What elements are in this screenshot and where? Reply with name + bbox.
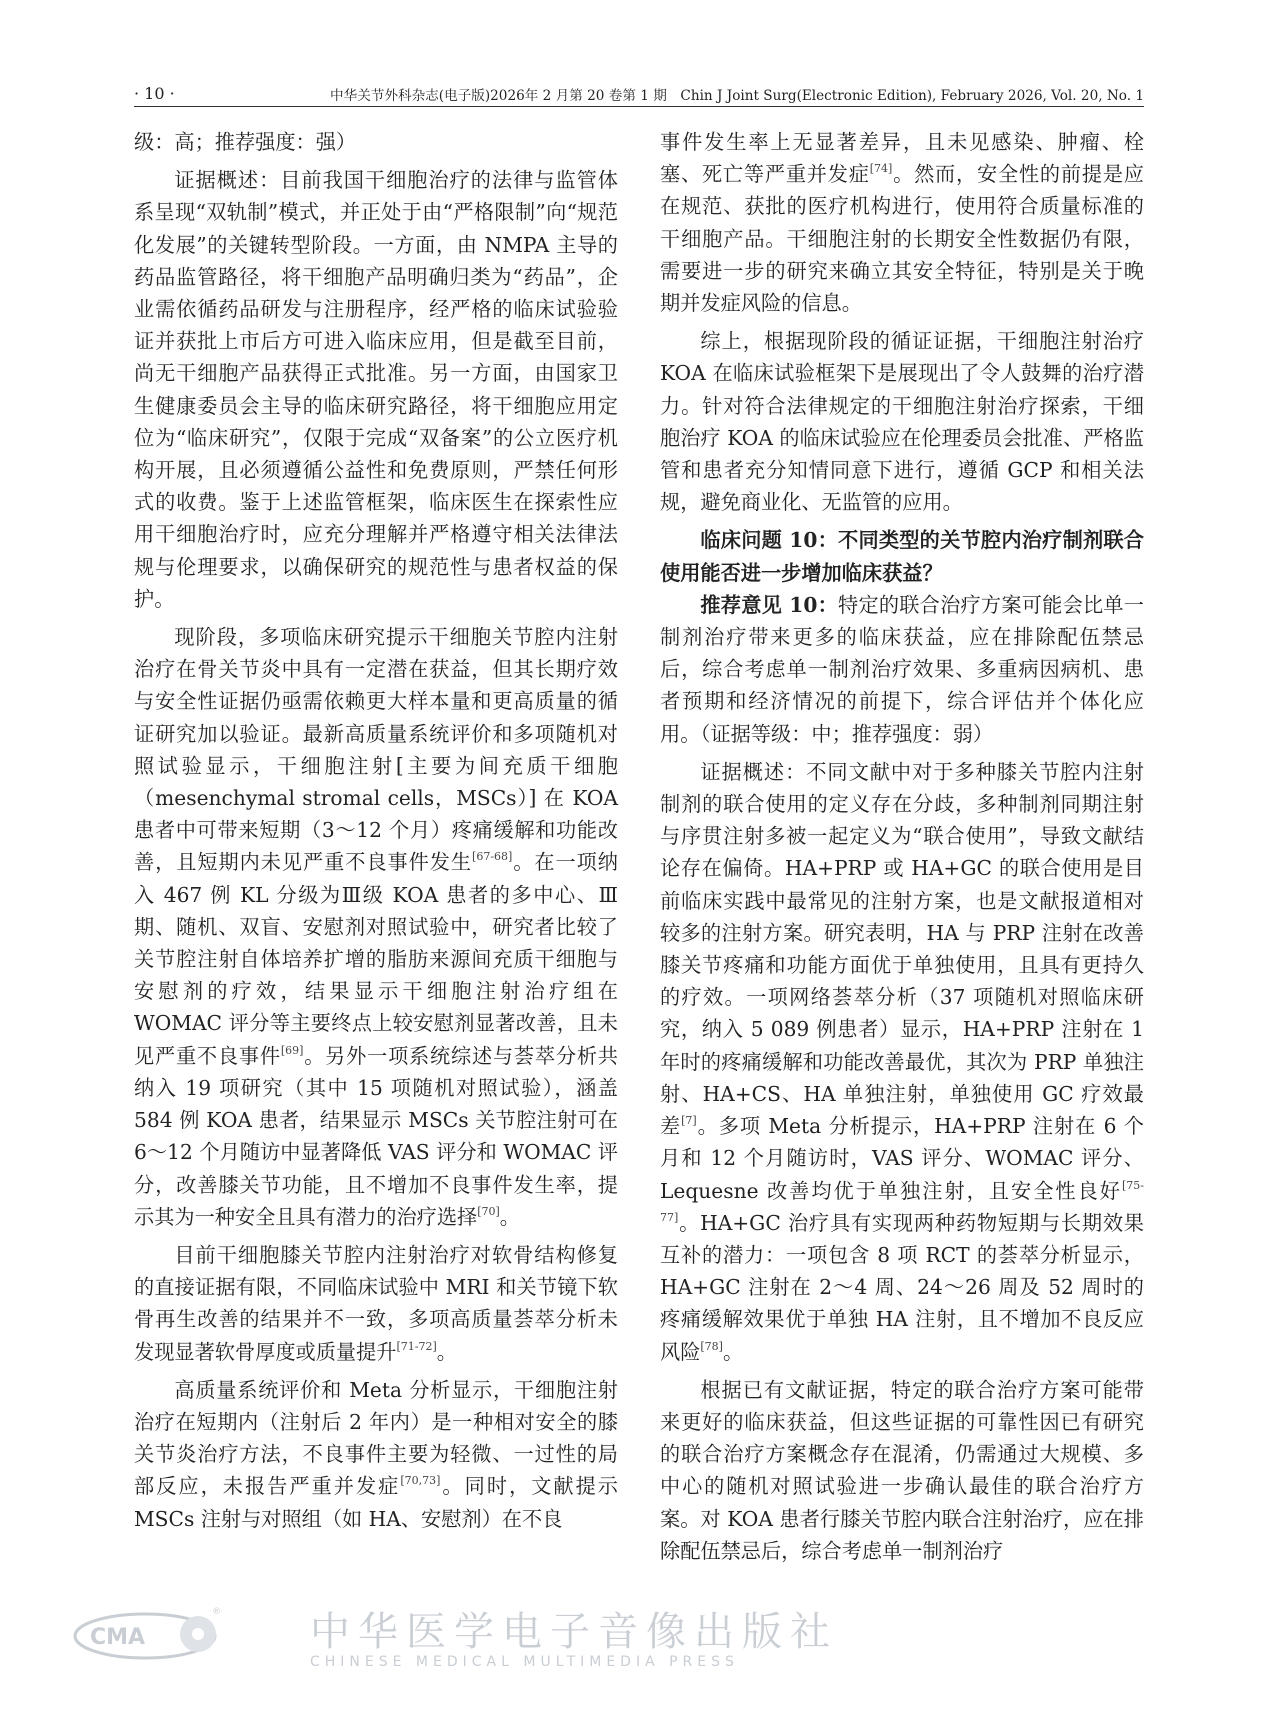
paragraph: 根据已有文献证据，特定的联合治疗方案可能带来更好的临床获益，但这些证据的可靠性因已有研究的联合治疗方案概念存在混淆，仍需通过大规模、多中心的随机对照试验进一步确认最佳的联合治疗方案。对 KOA 患者行膝关节腔内联合注射治疗，应在排除配伍禁忌后，综合考虑单一制剂治疗 bbox=[660, 1377, 1144, 1563]
svg-text:CMA: CMA bbox=[90, 1625, 146, 1650]
recommendation: 推荐意见 10：特定的联合治疗方案可能会比单一制剂治疗带来更多的临床获益，应在排除配伍禁忌后，综合考虑单一制剂治疗效果、多重病因病机、患者预期和经济情况的前提下，综合评估并个体化应用。（证据等级：中；推荐强度：弱） bbox=[660, 592, 1144, 746]
header-rule bbox=[134, 106, 1144, 107]
paragraph: 目前干细胞膝关节腔内注射治疗对软骨结构修复的直接证据有限，不同临床试验中 MRI 和关节镜下软骨再生改善的结果并不一致，多项高质量荟萃分析未发现显著软骨厚度或质量提升[71-72]。 bbox=[134, 1242, 618, 1364]
citation[interactable]: [7] bbox=[681, 1114, 697, 1128]
recommendation-label: 推荐意见 10： bbox=[700, 592, 839, 617]
paragraph: 事件发生率上无显著差异，且未见感染、肿瘤、栓塞、死亡等严重并发症[74]。然而，安全性的前提是应在规范、获批的医疗机构进行，使用符合质量标准的干细胞产品。干细胞注射的长期安全性数据仍有限，需要进一步的研究来确立其安全特征，特别是关于晚期并发症风险的信息。 bbox=[660, 130, 1144, 316]
page-number: · 10 · bbox=[134, 84, 175, 103]
citation[interactable]: [70,73] bbox=[400, 1474, 441, 1488]
journal-citation: 中华关节外科杂志(电子版)2026年 2 月第 20 卷第 1 期 Chin J Joint Surg(Electronic Edition), February 2026, Vol. 20, No. 1 bbox=[330, 88, 1144, 104]
citation[interactable]: [70] bbox=[477, 1204, 500, 1218]
paragraph: 证据概述：目前我国干细胞治疗的法律与监管体系呈现“双轨制”模式，并正处于由“严格限制”向“规范化发展”的关键转型阶段。一方面，由 NMPA 主导的药品监管路径，将干细胞产品明确归类为“药品”，企业需依循药品研发与注册程序，经严格的临床试验验证并获批上市后方可进入临床应用，但是截至目前，尚无干细胞产品获得正式批准。另一方面，由国家卫生健康委员会主导的临床研究路径，将干细胞应用定位为“临床研究”，仅限于完成“双备案”的公立医疗机构开展，且必须遵循公益性和免费原则，严禁任何形式的收费。鉴于上述监管框架，临床医生在探索性应用干细胞治疗时，应充分理解并严格遵守相关法律法规与伦理要求，以确保研究的规范性与患者权益的保护。 bbox=[134, 168, 618, 611]
clinical-question-heading: 临床问题 10：不同类型的关节腔内治疗制剂联合使用能否进一步增加临床获益？ bbox=[660, 528, 1144, 585]
citation[interactable]: [75-77] bbox=[660, 1178, 1144, 1224]
citation[interactable]: [69] bbox=[280, 1043, 304, 1057]
publisher-name-cn: 中华医学电子音像出版社 bbox=[310, 1609, 838, 1655]
left-column bbox=[134, 126, 618, 1535]
running-header bbox=[134, 82, 1144, 108]
citation[interactable]: [78] bbox=[700, 1339, 723, 1353]
citation[interactable]: [67-68] bbox=[472, 850, 513, 864]
cma-logo-icon bbox=[70, 1604, 220, 1664]
svg-text:®: ® bbox=[212, 1607, 221, 1617]
paragraph: 综上，根据现阶段的循证证据，干细胞注射治疗 KOA 在临床试验框架下是展现出了令人鼓舞的治疗潜力。针对符合法律规定的干细胞注射治疗探索，干细胞治疗 KOA 的临床试验应在伦理委员会批准、严格监管和患者充分知情同意下进行，遵循 GCP 和相关法规，避免商业化、无监管的应用。 bbox=[660, 329, 1144, 515]
citation[interactable]: [71-72] bbox=[396, 1339, 437, 1353]
publisher-watermark bbox=[70, 1600, 838, 1690]
citation[interactable]: [74] bbox=[869, 162, 893, 176]
right-column bbox=[660, 126, 1144, 1567]
paragraph: 证据概述：不同文献中对于多种膝关节腔内注射制剂的联合使用的定义存在分歧，多种制剂同期注射与序贯注射多被一起定义为“联合使用”，导致文献结论存在偏倚。HA+PRP 或 HA+GC 的联合使用是目前临床实践中最常见的注射方案，也是文献报道相对较多的注射方案。研究表明，HA 与 PRP 注射在改善膝关节疼痛和功能方面优于单独使用，且具有更持久的疗效。一项网络荟萃分析（37 项随机对照临床研究，纳入 5 089 例患者）显示，HA+PRP 注射在 1 年时的疼痛缓解和功能改善最优，其次为 PRP 单独注射、HA+CS、HA 单独注射，单独使用 GC 疗效最差[7]。多项 Meta 分析提示，HA+PRP 注射在 6 个月和 12 个月随访时，VAS 评分、WOMAC 评分、Lequesne 改善均优于单独注射，且安全性良好[75-77]。HA+GC 治疗具有实现两种药物短期与长期效果互补的潜力：一项包含 8 项 RCT 的荟萃分析显示，HA+GC 注射在 2～4 周、24～26 周及 52 周时的疼痛缓解效果优于单独 HA 注射，且不增加不良反应风险[78]。 bbox=[660, 759, 1144, 1364]
publisher-name-en: CHINESE MEDICAL MULTIMEDIA PRESS bbox=[310, 1654, 739, 1670]
paragraph: 现阶段，多项临床研究提示干细胞关节腔内注射治疗在骨关节炎中具有一定潜在获益，但其长期疗效与安全性证据仍亟需依赖更大样本量和更高质量的循证研究加以验证。最新高质量系统评价和多项随机对照试验显示，干细胞注射[主要为间充质干细胞（mesenchymal stromal cells，MSCs）] 在 KOA 患者中可带来短期（3～12 个月）疼痛缓解和功能改善，且短期内未见严重不良事件发生[67-68]。在一项纳入 467 例 KL 分级为Ⅲ级 KOA 患者的多中心、Ⅲ期、随机、双盲、安慰剂对照试验中，研究者比较了关节腔注射自体培养扩增的脂肪来源间充质干细胞与安慰剂的疗效，结果显示干细胞注射治疗组在 WOMAC 评分等主要终点上较安慰剂显著改善，且未见严重不良事件[69]。另外一项系统综述与荟萃分析共纳入 19 项研究（其中 15 项随机对照试验），涵盖 584 例 KOA 患者，结果显示 MSCs 关节腔注射可在 6～12 个月随访中显著降低 VAS 评分和 WOMAC 评分，改善膝关节功能，且不增加不良事件发生率，提示其为一种安全且具有潜力的治疗选择[70]。 bbox=[134, 625, 618, 1229]
paragraph: 级：高；推荐强度：强） bbox=[134, 130, 357, 154]
paragraph: 高质量系统评价和 Meta 分析显示，干细胞注射治疗在短期内（注射后 2 年内）是一种相对安全的膝关节炎治疗方法，不良事件主要为轻微、一过性的局部反应，未报告严重并发症[70,73]。同时，文献提示 MSCs 注射与对照组（如 HA、安慰剂）在不良 bbox=[134, 1377, 618, 1531]
